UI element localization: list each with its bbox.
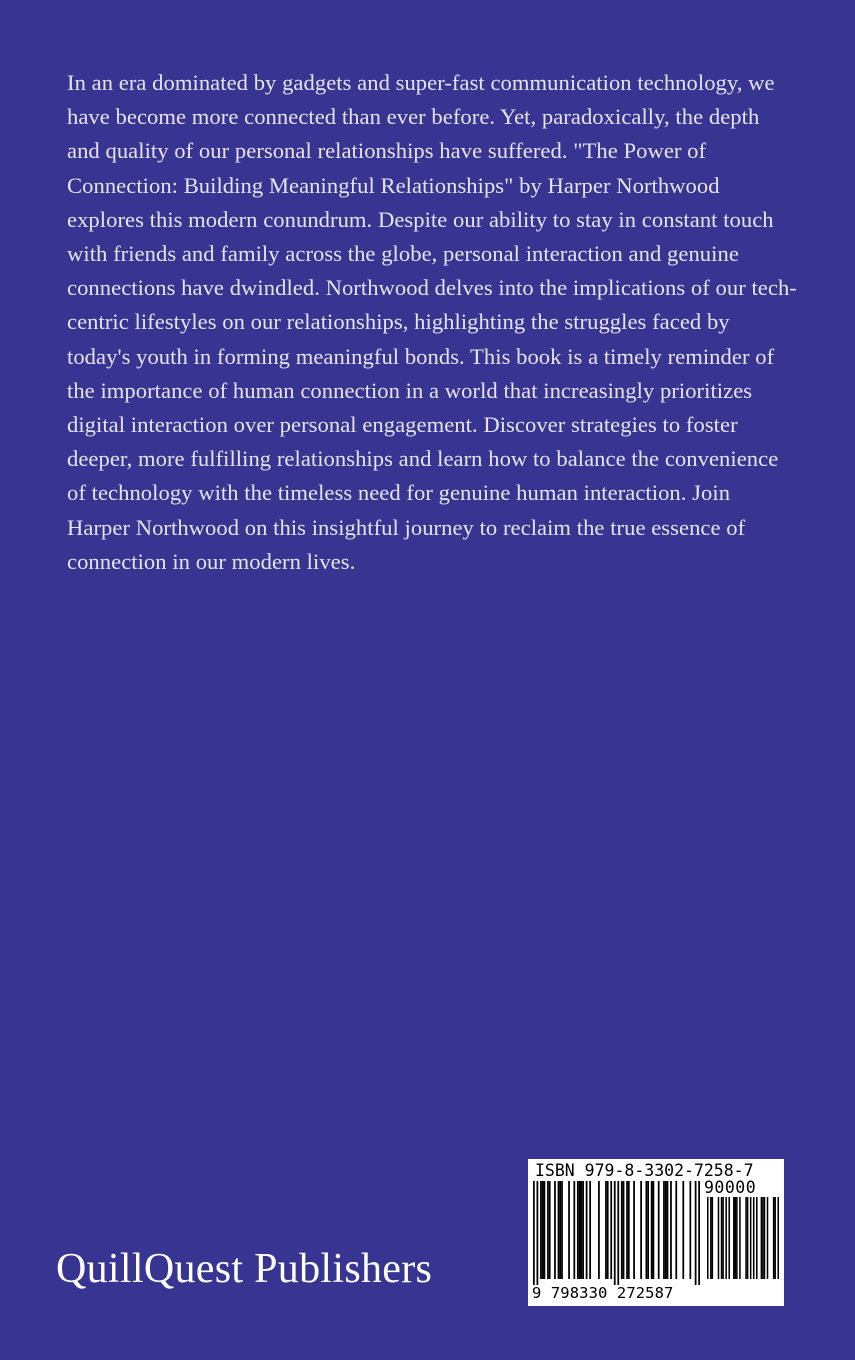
barcode-bar bbox=[573, 1181, 575, 1279]
barcode-bar bbox=[682, 1181, 684, 1279]
barcode-bar bbox=[582, 1181, 584, 1279]
barcode-bar bbox=[689, 1181, 691, 1279]
ean-digits: 9 798330 272587 bbox=[532, 1284, 674, 1302]
barcode-bar bbox=[762, 1197, 764, 1279]
barcode-bar bbox=[667, 1181, 669, 1279]
barcode-bar bbox=[735, 1197, 737, 1279]
barcode-bar bbox=[621, 1181, 623, 1279]
barcode-bar bbox=[747, 1197, 749, 1279]
barcode-bar bbox=[640, 1181, 642, 1279]
barcode-bar bbox=[586, 1181, 588, 1279]
barcode-bar bbox=[750, 1197, 752, 1279]
barcode-bar bbox=[610, 1181, 612, 1279]
barcode-bar bbox=[653, 1181, 655, 1279]
barcode-bar bbox=[721, 1197, 723, 1279]
barcode-bar bbox=[695, 1181, 697, 1285]
barcode-bar bbox=[773, 1197, 775, 1279]
barcode-bar bbox=[542, 1181, 544, 1279]
isbn-label: ISBN 979-8-3302-7258-7 bbox=[535, 1161, 754, 1180]
book-description: In an era dominated by gadgets and super-fast communication technology, we have become more connected than ever before. Yet, paradoxically, the depth and quality of our personal relationships have suffered. "The Power of Connection: Building Meaningful Relationships" by Harper Northwood explores this modern conundrum. Despite our ability to stay in constant touch with friends and family across the globe, personal interaction and genuine connections have dwindled. Northwood delves into the implications of our tech-centric lifestyles on our relationships, highlighting the struggles faced by today's youth in forming meaningful bonds. This book is a timely reminder of the importance of human connection in a world that increasingly prioritizes digital interaction over personal engagement. Discover strategies to foster deeper, more fulfilling relationships and learn how to balance the convenience of technology with the timeless need for genuine human interaction. Join Harper Northwood on this insightful journey to reclaim the true essence of connection in our modern lives. bbox=[67, 70, 797, 574]
barcode-bar bbox=[722, 1197, 724, 1279]
barcode-bar bbox=[777, 1197, 779, 1279]
barcode-bar bbox=[580, 1181, 582, 1279]
barcode-bar bbox=[745, 1197, 747, 1279]
barcode-bar bbox=[698, 1181, 700, 1285]
barcode-bar bbox=[559, 1181, 561, 1279]
barcode-bar bbox=[607, 1181, 609, 1279]
barcode-bar bbox=[568, 1181, 570, 1279]
barcode-bar bbox=[598, 1181, 600, 1279]
barcode-bar bbox=[628, 1181, 630, 1279]
barcode-bar bbox=[633, 1181, 635, 1279]
barcode-bar bbox=[658, 1181, 660, 1279]
barcode-bar bbox=[540, 1181, 542, 1279]
barcode-bar bbox=[561, 1181, 563, 1279]
barcode-bar bbox=[736, 1197, 738, 1279]
isbn-barcode bbox=[528, 1159, 784, 1306]
barcode-bar bbox=[589, 1181, 591, 1279]
barcode-bar bbox=[533, 1181, 535, 1285]
barcode-bar bbox=[646, 1181, 648, 1279]
barcode-bar bbox=[774, 1197, 776, 1279]
barcode-bar bbox=[549, 1181, 551, 1279]
barcode-bar bbox=[614, 1181, 616, 1285]
barcode-bar bbox=[623, 1181, 625, 1279]
barcode-bar bbox=[547, 1181, 549, 1279]
barcode-bar bbox=[710, 1197, 712, 1279]
barcode-bar bbox=[725, 1197, 727, 1279]
price-addon-label: 90000 bbox=[704, 1178, 757, 1197]
barcode-bar bbox=[756, 1197, 758, 1279]
addon-barcode-bars bbox=[707, 1197, 779, 1301]
barcode-bar bbox=[577, 1181, 579, 1279]
barcode-bar bbox=[707, 1197, 709, 1279]
barcode-bar bbox=[718, 1197, 720, 1279]
barcode-bar bbox=[675, 1181, 677, 1279]
barcode-bar bbox=[544, 1181, 546, 1279]
barcode-bar bbox=[617, 1181, 619, 1285]
barcode-bar bbox=[554, 1181, 556, 1279]
barcode-bar bbox=[712, 1197, 714, 1279]
barcode-bar bbox=[739, 1197, 741, 1279]
barcode-bar bbox=[537, 1181, 539, 1285]
barcode-bar bbox=[670, 1181, 672, 1279]
barcode-bar bbox=[651, 1181, 653, 1279]
barcode-bar bbox=[764, 1197, 766, 1279]
barcode-bar bbox=[767, 1197, 769, 1279]
barcode-bar bbox=[647, 1181, 649, 1279]
barcode-bar bbox=[558, 1181, 560, 1279]
barcode-bar bbox=[753, 1197, 755, 1279]
publisher-name: QuillQuest Publishers bbox=[56, 1246, 433, 1292]
barcode-bar bbox=[728, 1197, 730, 1279]
ean-barcode-bars bbox=[533, 1181, 700, 1285]
barcode-bar bbox=[663, 1181, 665, 1279]
barcode-bar bbox=[626, 1181, 628, 1279]
barcode-bar bbox=[605, 1181, 607, 1279]
barcode-bar bbox=[733, 1197, 735, 1279]
barcode-bar bbox=[579, 1181, 581, 1279]
barcode-bar bbox=[665, 1181, 667, 1279]
barcode-bar bbox=[761, 1197, 763, 1279]
